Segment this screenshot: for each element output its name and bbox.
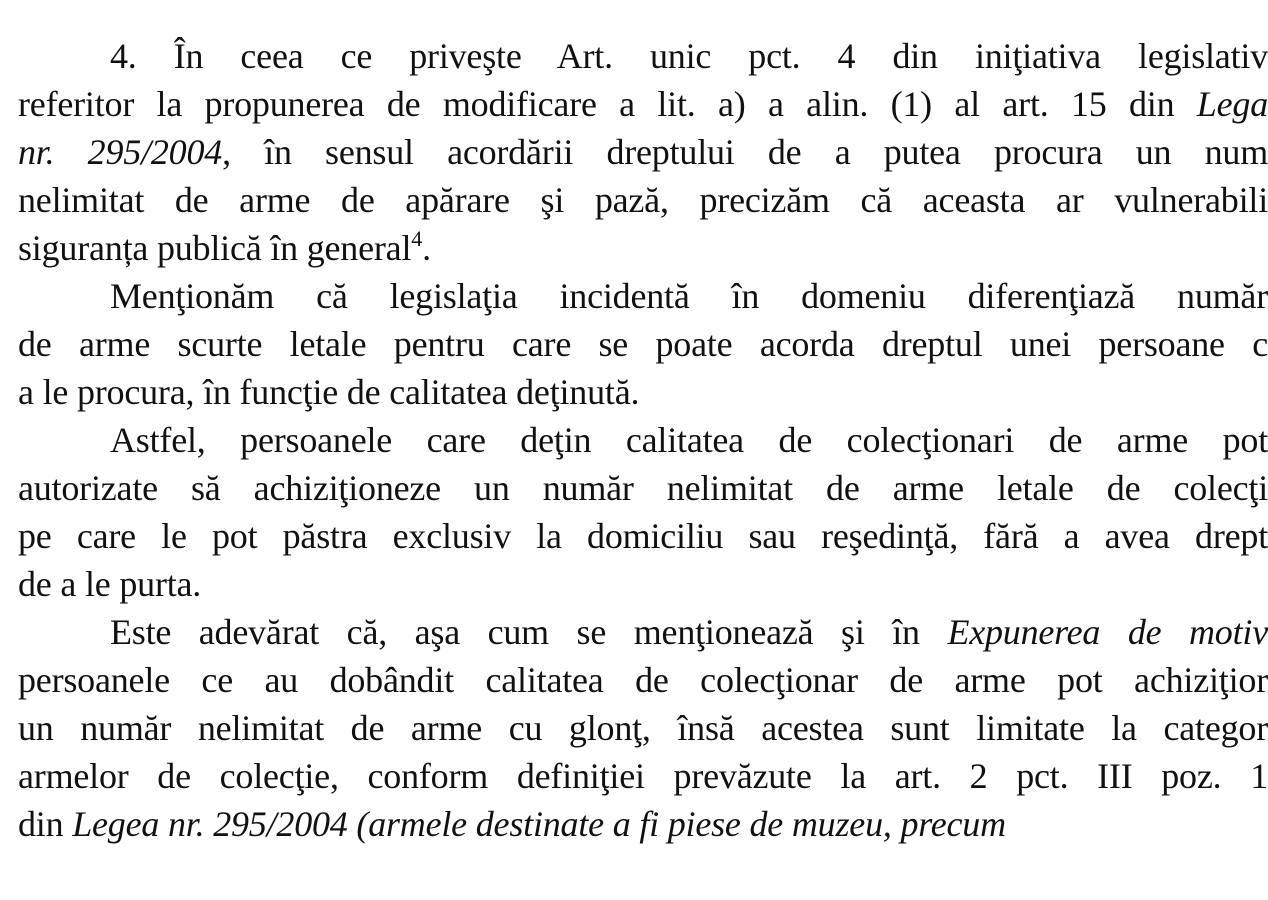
text-segment: de a le purta. xyxy=(18,564,202,604)
text-segment: din xyxy=(18,804,73,844)
text-segment: siguranța publică în general xyxy=(18,228,412,268)
text-line xyxy=(18,758,1268,798)
text-line xyxy=(18,374,639,410)
text-segment: a le procura, în funcţie de calitatea deţinută. xyxy=(18,372,640,412)
text-segment: Este adevărat că, aşa cum se menţionează şi în xyxy=(110,612,948,652)
text-segment: un număr nelimitat de arme cu glonţ, însă acestea sunt limitate la categor xyxy=(18,708,1268,748)
text-segment: nr. 295/2004 xyxy=(18,132,223,172)
text-segment: Lega xyxy=(1196,84,1268,124)
text-segment: Expunerea de motiv xyxy=(947,612,1268,652)
text-segment: Legea nr. 295/2004 (armele destinate a fi piese de muzeu, precum xyxy=(72,804,1006,844)
text-segment: , în sensul acordării dreptului de a putea procura un num xyxy=(222,132,1268,172)
text-line xyxy=(18,226,431,268)
text-segment: referitor la propunerea de modificare a lit. a) a alin. (1) al art. 15 din xyxy=(18,84,1197,124)
text-line xyxy=(110,614,1268,654)
text-line xyxy=(18,662,1268,702)
text-segment: persoanele ce au dobândit calitatea de colecţionar de arme pot achiziţior xyxy=(18,660,1268,700)
text-segment: de arme scurte letale pentru care se poate acorda dreptul unei persoane c xyxy=(18,324,1268,364)
text-segment: 4. În ceea ce priveşte Art. unic pct. 4 din iniţiativa legislativ xyxy=(110,36,1268,76)
text-segment: autorizate să achiziţioneze un număr nelimitat de arme letale de colecţi xyxy=(18,468,1268,508)
text-line xyxy=(18,806,1006,842)
text-line xyxy=(18,566,201,602)
text-segment: Astfel, persoanele care deţin calitatea de colecţionari de arme pot xyxy=(110,420,1268,460)
text-segment: . xyxy=(422,228,431,268)
footnote-marker: 4 xyxy=(411,226,423,251)
text-line xyxy=(18,86,1268,126)
text-line xyxy=(18,710,1268,750)
text-line xyxy=(110,38,1268,78)
text-segment: Menţionăm că legislaţia incidentă în domeniu diferenţiază număr xyxy=(110,276,1268,316)
text-segment: armelor de colecţie, conform definiţiei prevăzute la art. 2 pct. III poz. 1 xyxy=(18,756,1268,796)
text-line xyxy=(18,518,1268,558)
text-segment: nelimitat de arme de apărare şi pază, precizăm că aceasta ar vulnerabili xyxy=(18,180,1268,220)
text-line xyxy=(110,278,1268,318)
text-segment: pe care le pot păstra exclusiv la domiciliu sau reşedinţă, fără a avea drept xyxy=(18,516,1268,556)
text-line xyxy=(18,470,1268,510)
text-line xyxy=(110,422,1268,462)
text-line xyxy=(18,182,1268,222)
text-line xyxy=(18,134,1268,174)
text-line xyxy=(18,326,1268,366)
